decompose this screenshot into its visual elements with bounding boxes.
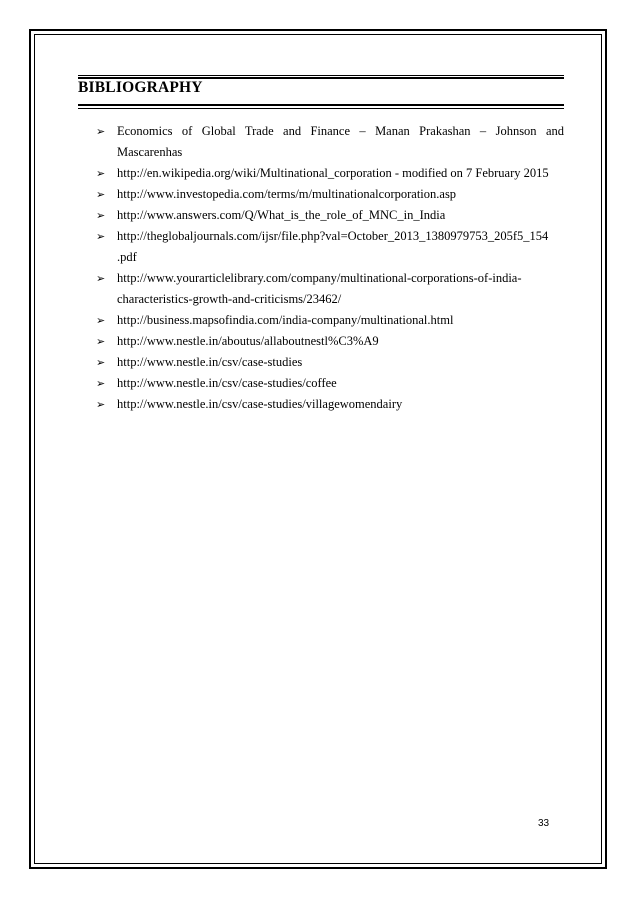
page-title: BIBLIOGRAPHY <box>78 79 203 96</box>
page-number: 33 <box>538 818 550 829</box>
arrow-bullet-icon: ➢ <box>96 167 106 180</box>
bibliography-link[interactable]: http://www.answers.com/Q/What_is_the_role_of_MNC_in_India <box>117 208 446 222</box>
title-rule-bottom-thick <box>78 104 564 106</box>
arrow-bullet-icon: ➢ <box>96 125 106 138</box>
bibliography-link[interactable]: http://www.nestle.in/aboutus/allaboutnestl%C3%A9 <box>117 334 379 348</box>
bibliography-list <box>96 121 564 415</box>
arrow-bullet-icon: ➢ <box>96 356 106 369</box>
bibliography-item-text-cont: Mascarenhas <box>117 145 183 159</box>
arrow-bullet-icon: ➢ <box>96 335 106 348</box>
bibliography-item <box>96 394 564 415</box>
bibliography-item <box>96 163 564 184</box>
arrow-bullet-icon: ➢ <box>96 230 106 243</box>
arrow-bullet-icon: ➢ <box>96 272 106 285</box>
bibliography-link[interactable]: http://www.nestle.in/csv/case-studies <box>117 355 303 369</box>
arrow-bullet-icon: ➢ <box>96 188 106 201</box>
bibliography-link[interactable]: http://www.investopedia.com/terms/m/multinationalcorporation.asp <box>117 187 457 201</box>
arrow-bullet-icon: ➢ <box>96 209 106 222</box>
bibliography-item <box>96 121 564 163</box>
arrow-bullet-icon: ➢ <box>96 314 106 327</box>
arrow-bullet-icon: ➢ <box>96 377 106 390</box>
bibliography-link-cont[interactable]: characteristics-growth-and-criticisms/23462/ <box>117 292 342 306</box>
bibliography-item <box>96 373 564 394</box>
bibliography-link[interactable]: http://business.mapsofindia.com/india-company/multinational.html <box>117 313 454 327</box>
bibliography-item-text: Economics of Global Trade and Finance – Manan Prakashan – Johnson and <box>117 124 564 138</box>
bibliography-link-cont[interactable]: .pdf <box>117 250 137 264</box>
bibliography-item <box>96 268 564 310</box>
bibliography-link[interactable]: http://en.wikipedia.org/wiki/Multinational_corporation - modified on 7 February 2015 <box>117 166 549 180</box>
title-rule-top <box>78 75 564 76</box>
bibliography-item <box>96 184 564 205</box>
bibliography-link[interactable]: http://www.nestle.in/csv/case-studies/coffee <box>117 376 337 390</box>
bibliography-link[interactable]: http://www.nestle.in/csv/case-studies/villagewomendairy <box>117 397 403 411</box>
bibliography-link[interactable]: http://theglobaljournals.com/ijsr/file.php?val=October_2013_1380979753_205f5_154 <box>117 229 549 243</box>
bibliography-link[interactable]: http://www.yourarticlelibrary.com/company/multinational-corporations-of-india- <box>117 271 522 285</box>
bibliography-item <box>96 331 564 352</box>
bibliography-item <box>96 310 564 331</box>
title-rule-bottom <box>78 108 564 109</box>
bibliography-item <box>96 205 564 226</box>
bibliography-item <box>96 352 564 373</box>
bibliography-item <box>96 226 564 268</box>
arrow-bullet-icon: ➢ <box>96 398 106 411</box>
